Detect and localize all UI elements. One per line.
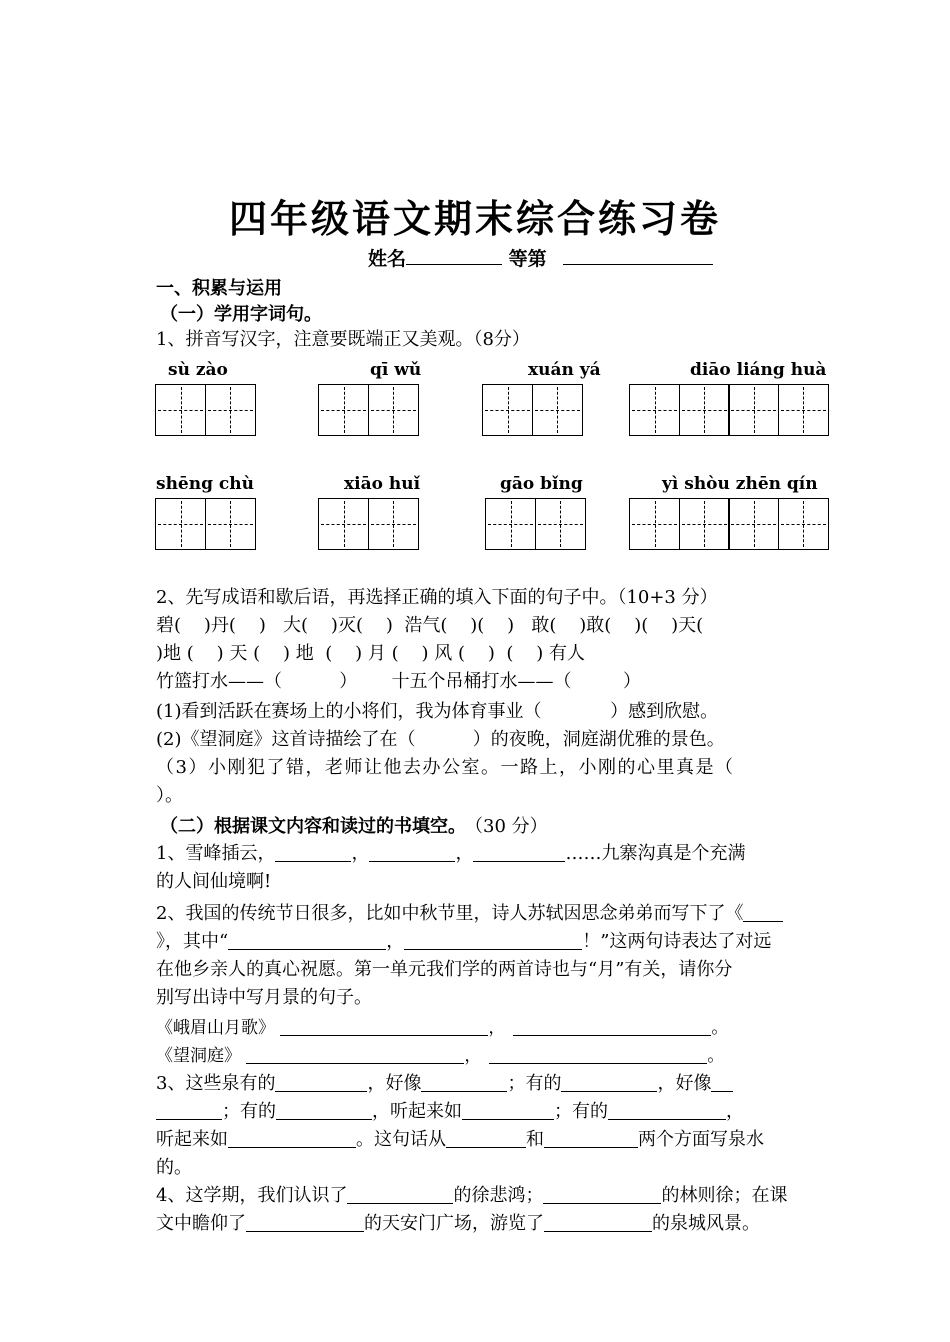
fill-4: 4、这学期，我们认识了 的徐悲鸿； 的林则徐；在课 xyxy=(156,1185,788,1206)
pinyin-label: xiāo huǐ xyxy=(344,474,421,494)
page-title: 四年级语文期末综合练习卷 xyxy=(228,196,721,241)
name-label: 姓名 xyxy=(368,248,407,270)
fill-2-e: 《峨眉山月歌》 ， 。 xyxy=(156,1014,848,1042)
idiom-line-1: 碧( )丹( ) 大( )灭( ) 浩气( )( ) 敢( )敢( )( )天( xyxy=(156,615,704,636)
name-blank[interactable] xyxy=(406,246,502,265)
writing-grid[interactable] xyxy=(155,498,256,550)
sentence-3-end: ）。 xyxy=(156,785,183,806)
fill-2: 2、我国的传统节日很多，比如中秋节里，诗人苏轼因思念弟弟而写下了《 xyxy=(156,900,848,928)
sentence-3: （3）小刚犯了错，老师让他去办公室。一路上，小刚的心里真是（ xyxy=(156,757,735,778)
writing-grid[interactable] xyxy=(629,384,829,436)
idiom-line-2: )地 ( ) 天 ( ) 地 ( ) 月 ( ) 风 ( ) ( ) 有人 xyxy=(156,643,585,664)
fill-1-end: 的人间仙境啊! xyxy=(156,871,272,892)
writing-grid[interactable] xyxy=(629,498,829,550)
writing-grid[interactable] xyxy=(318,384,419,436)
question-1: 1、拼音写汉字，注意要既端正又美观。（8分） xyxy=(156,329,530,350)
fill-3: 3、这些泉有的 ，好像 ；有的 ，好像 xyxy=(156,1070,848,1098)
sentence-1: (1)看到活跃在赛场上的小将们，我为体育事业（ ）感到欣慰。 xyxy=(156,701,719,722)
writing-grid[interactable] xyxy=(485,498,586,550)
fill-3-d: 的。 xyxy=(156,1157,192,1178)
fill-2-b: 》，其中“ ， ！”这两句诗表达了对远 xyxy=(156,931,772,952)
xiehouyu-line: 竹篮打水——（ ） 十五个吊桶打水——（ ） xyxy=(156,671,642,692)
fill-3-c: 听起来如 。这句话从 和 两个方面写泉水 xyxy=(156,1129,764,1150)
fill-4-b: 文中瞻仰了 的天安门广场，游览了 的泉城风景。 xyxy=(156,1213,760,1234)
question-2: 2、先写成语和歇后语，再选择正确的填入下面的句子中。（10+3 分） xyxy=(156,587,718,608)
pinyin-label: shēng chù xyxy=(156,474,254,494)
pinyin-label: yì shòu zhēn qín xyxy=(662,474,818,494)
pinyin-label: qī wǔ xyxy=(370,360,422,380)
fill-2-c: 在他乡亲人的真心祝愿。第一单元我们学的两首诗也与“月”有关，请你分 xyxy=(156,959,733,980)
pinyin-label: gāo bǐng xyxy=(500,474,583,494)
grade-label: 等第 xyxy=(508,248,547,270)
sentence-2: (2)《望洞庭》这首诗描绘了在（ ）的夜晚，洞庭湖优雅的景色。 xyxy=(156,729,725,750)
subsection-heading: （一）学用字词句。 xyxy=(160,304,322,325)
section-heading: 一、积累与运用 xyxy=(156,278,282,299)
student-info-line xyxy=(368,244,713,271)
fill-2-f: 《望洞庭》 ， 。 xyxy=(156,1042,848,1070)
pinyin-label: sù zào xyxy=(168,360,228,380)
fill-1: 1、雪峰插云， ， ， ……九寨沟真是个充满 xyxy=(156,843,746,864)
grade-blank[interactable] xyxy=(563,246,713,265)
pinyin-label: xuán yá xyxy=(528,360,601,380)
fill-3-b: ；有的 ，听起来如 ；有的 ， xyxy=(156,1098,848,1126)
writing-grid[interactable] xyxy=(318,498,419,550)
subsection-2-heading: （二）根据课文内容和读过的书填空。 （30 分） xyxy=(160,816,548,837)
writing-grid[interactable] xyxy=(482,384,583,436)
pinyin-label: diāo liáng huà xyxy=(690,360,827,380)
fill-2-d: 别写出诗中写月景的句子。 xyxy=(156,987,372,1008)
writing-grid[interactable] xyxy=(155,384,256,436)
